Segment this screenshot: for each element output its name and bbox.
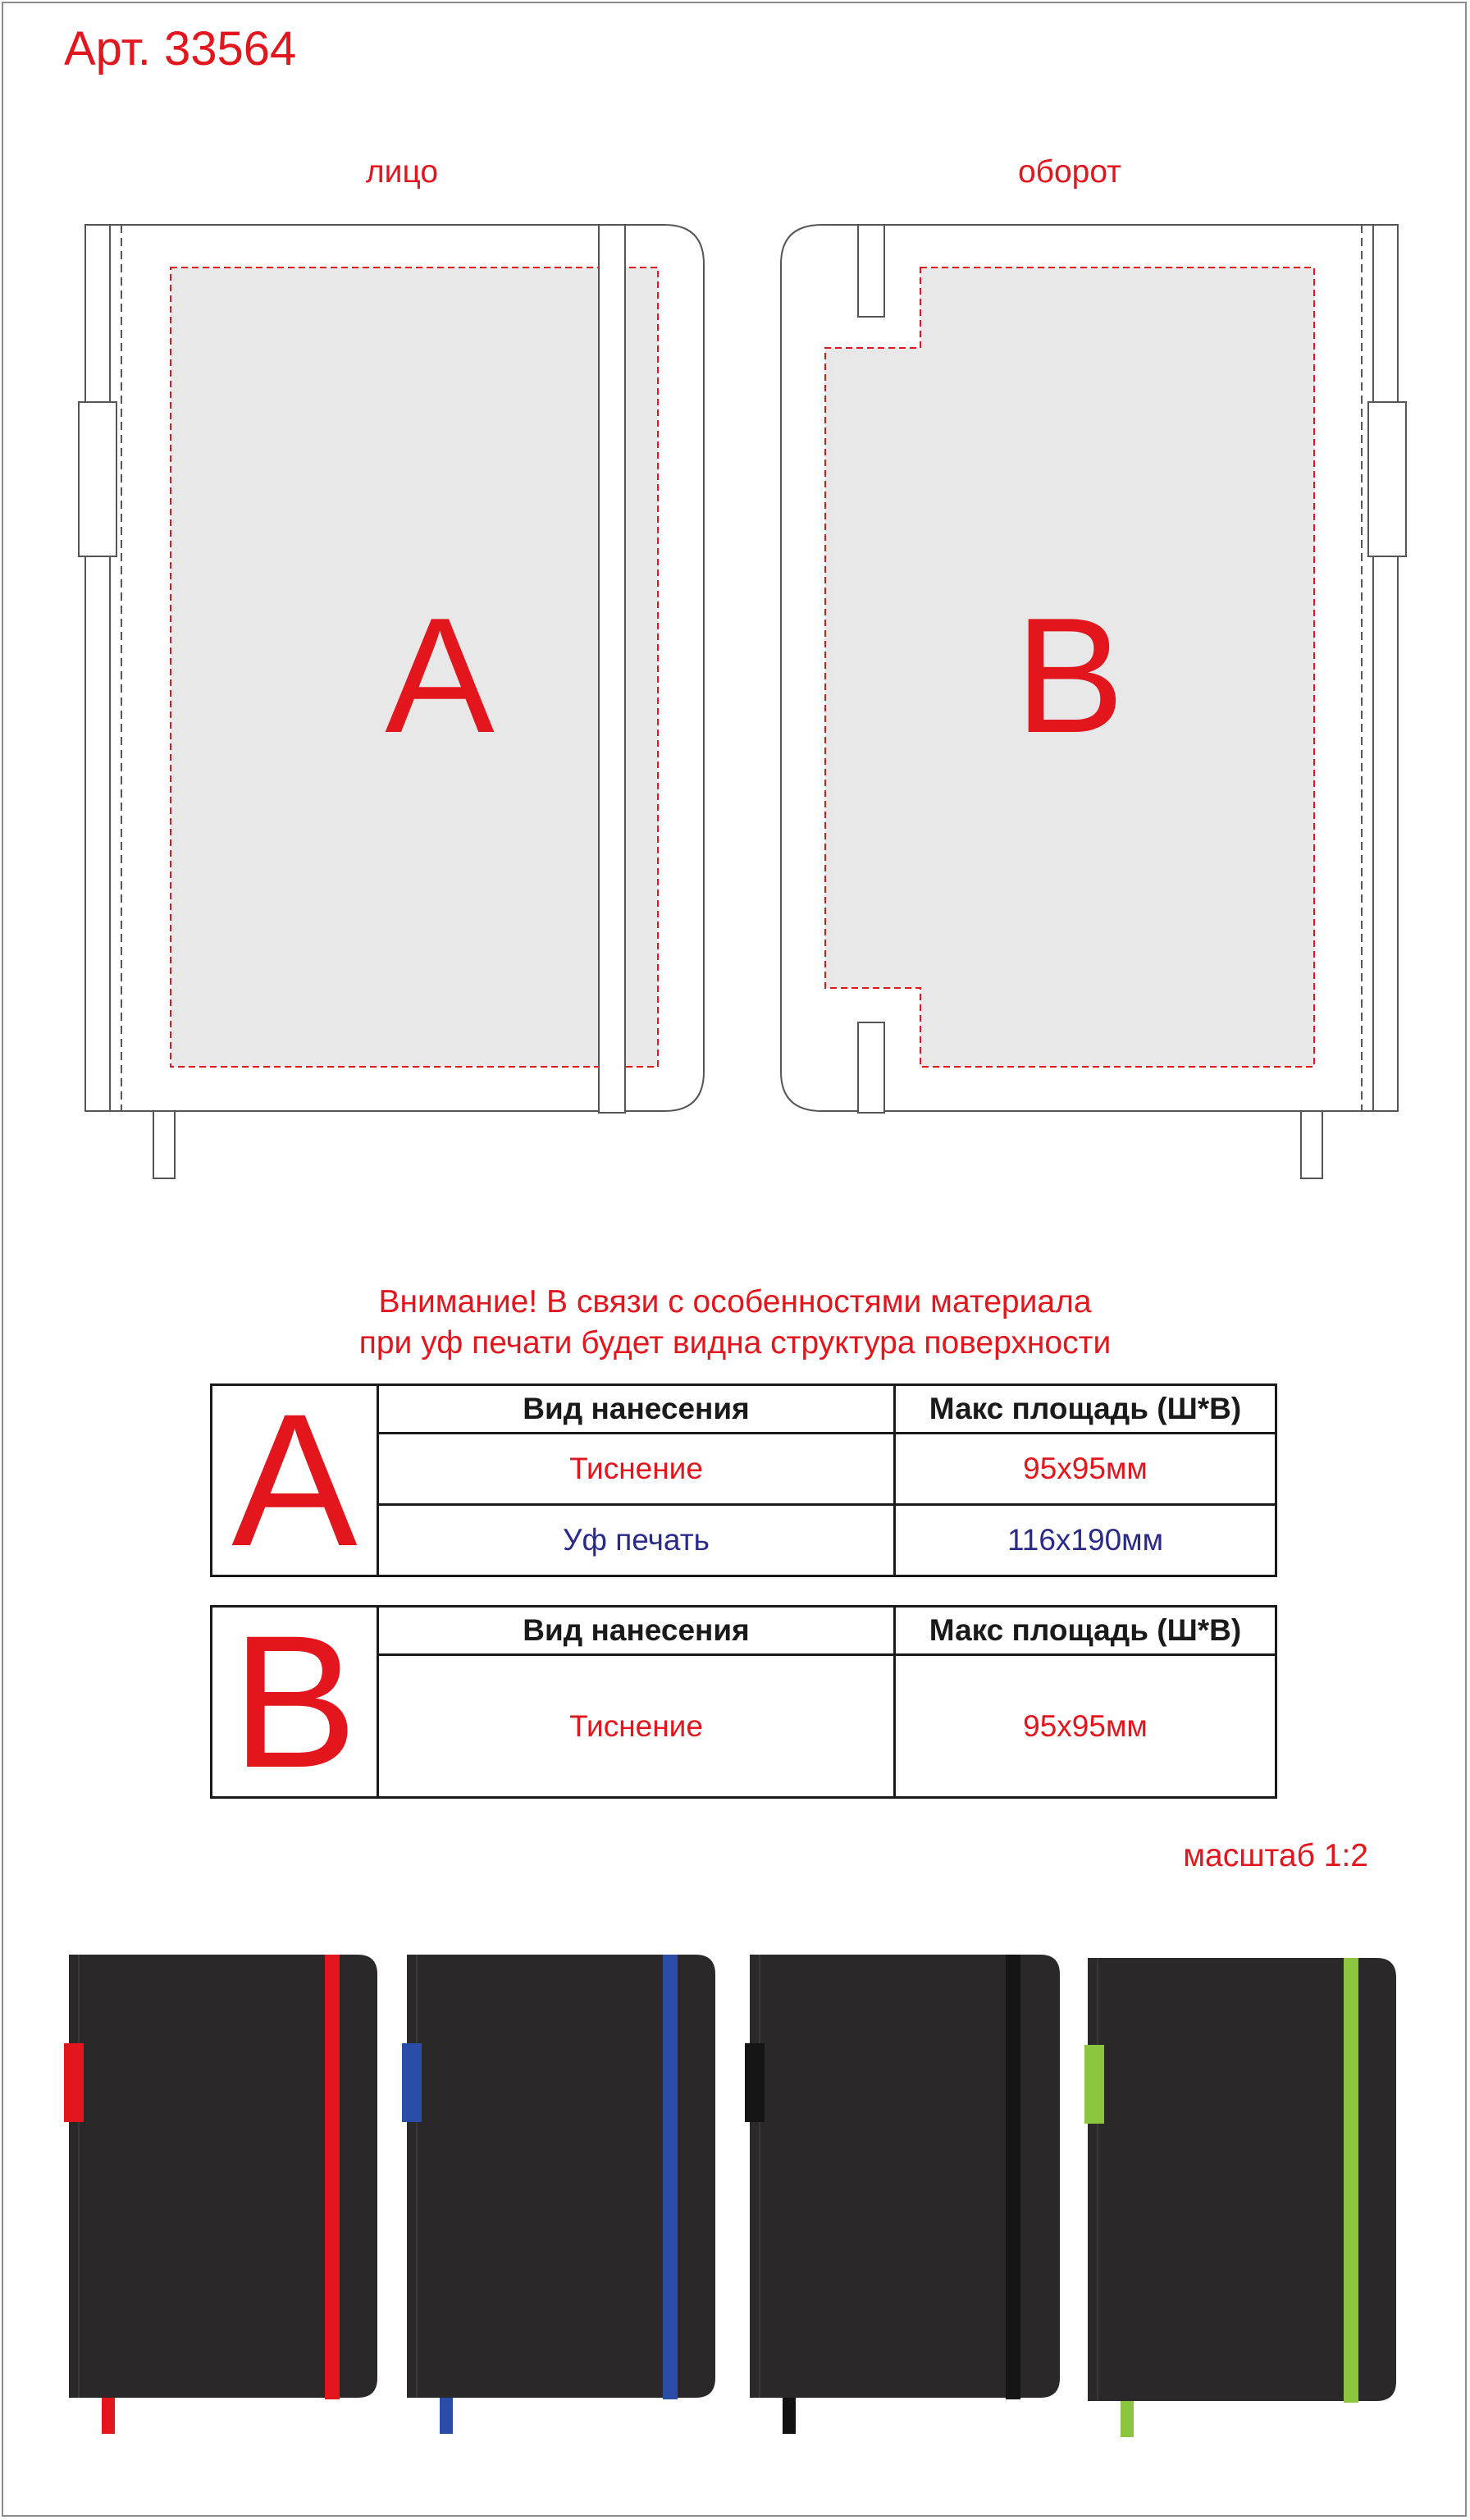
elastic-band	[1006, 1955, 1020, 2399]
notebook-variant-black	[745, 1955, 1060, 2434]
table-row	[212, 1385, 1276, 1434]
area-cell: 95x95мм	[895, 1655, 1276, 1798]
front-label: лицо	[365, 154, 439, 190]
front-pen-loop	[79, 402, 116, 556]
back-label: оборот	[1017, 154, 1122, 190]
zone-a-letter: A	[385, 584, 495, 767]
back-bookmark	[1301, 1111, 1322, 1178]
method-cell: Уф печать	[378, 1504, 895, 1576]
header-area: Макс площадь (Ш*В)	[895, 1385, 1276, 1434]
pen-loop	[64, 2043, 84, 2122]
bookmark-ribbon	[440, 2398, 453, 2434]
table-zone-a	[210, 1374, 1277, 1585]
table-b-letter: B	[212, 1607, 378, 1798]
bookmark-ribbon	[1121, 2401, 1134, 2437]
scale-label: масштаб 1:2	[1183, 1838, 1368, 1873]
method-cell: Тиснение	[378, 1655, 895, 1798]
pen-loop	[745, 2043, 765, 2122]
warning-line-2: при уф печати будет видна структура поверхности	[358, 1325, 1112, 1361]
back-elastic-bottom	[858, 1022, 884, 1113]
front-bookmark	[153, 1111, 175, 1178]
elastic-band	[663, 1955, 678, 2399]
table-row	[212, 1607, 1276, 1655]
bookmark-ribbon	[102, 2398, 115, 2434]
header-method: Вид нанесения	[378, 1607, 895, 1655]
uv-warning	[0, 1282, 1470, 1364]
header-area: Макс площадь (Ш*В)	[895, 1607, 1276, 1655]
back-pen-loop	[1368, 402, 1406, 556]
elastic-band	[1344, 1958, 1358, 2403]
notebook-variant-green	[1084, 1958, 1396, 2437]
area-cell: 95x95мм	[895, 1433, 1276, 1504]
back-elastic-top	[858, 225, 884, 317]
warning-line-1: Внимание! В связи с особенностями материала	[378, 1284, 1092, 1319]
notebook-variant-red	[64, 1955, 377, 2434]
area-cell: 116x190мм	[895, 1504, 1276, 1576]
color-variants	[0, 1937, 1470, 2445]
pen-loop	[402, 2043, 422, 2122]
notebook-variant-blue	[402, 1955, 715, 2434]
header-method: Вид нанесения	[378, 1385, 895, 1434]
bookmark-ribbon	[783, 2398, 796, 2434]
pen-loop	[1084, 2045, 1104, 2124]
notebook-drawing	[0, 0, 1470, 1198]
zone-b-letter: B	[1015, 584, 1125, 767]
table-a-letter: A	[212, 1385, 378, 1576]
method-cell: Тиснение	[378, 1433, 895, 1504]
article-title: Арт. 33564	[64, 22, 297, 75]
elastic-band	[325, 1955, 340, 2399]
table-zone-b	[210, 1596, 1277, 1807]
